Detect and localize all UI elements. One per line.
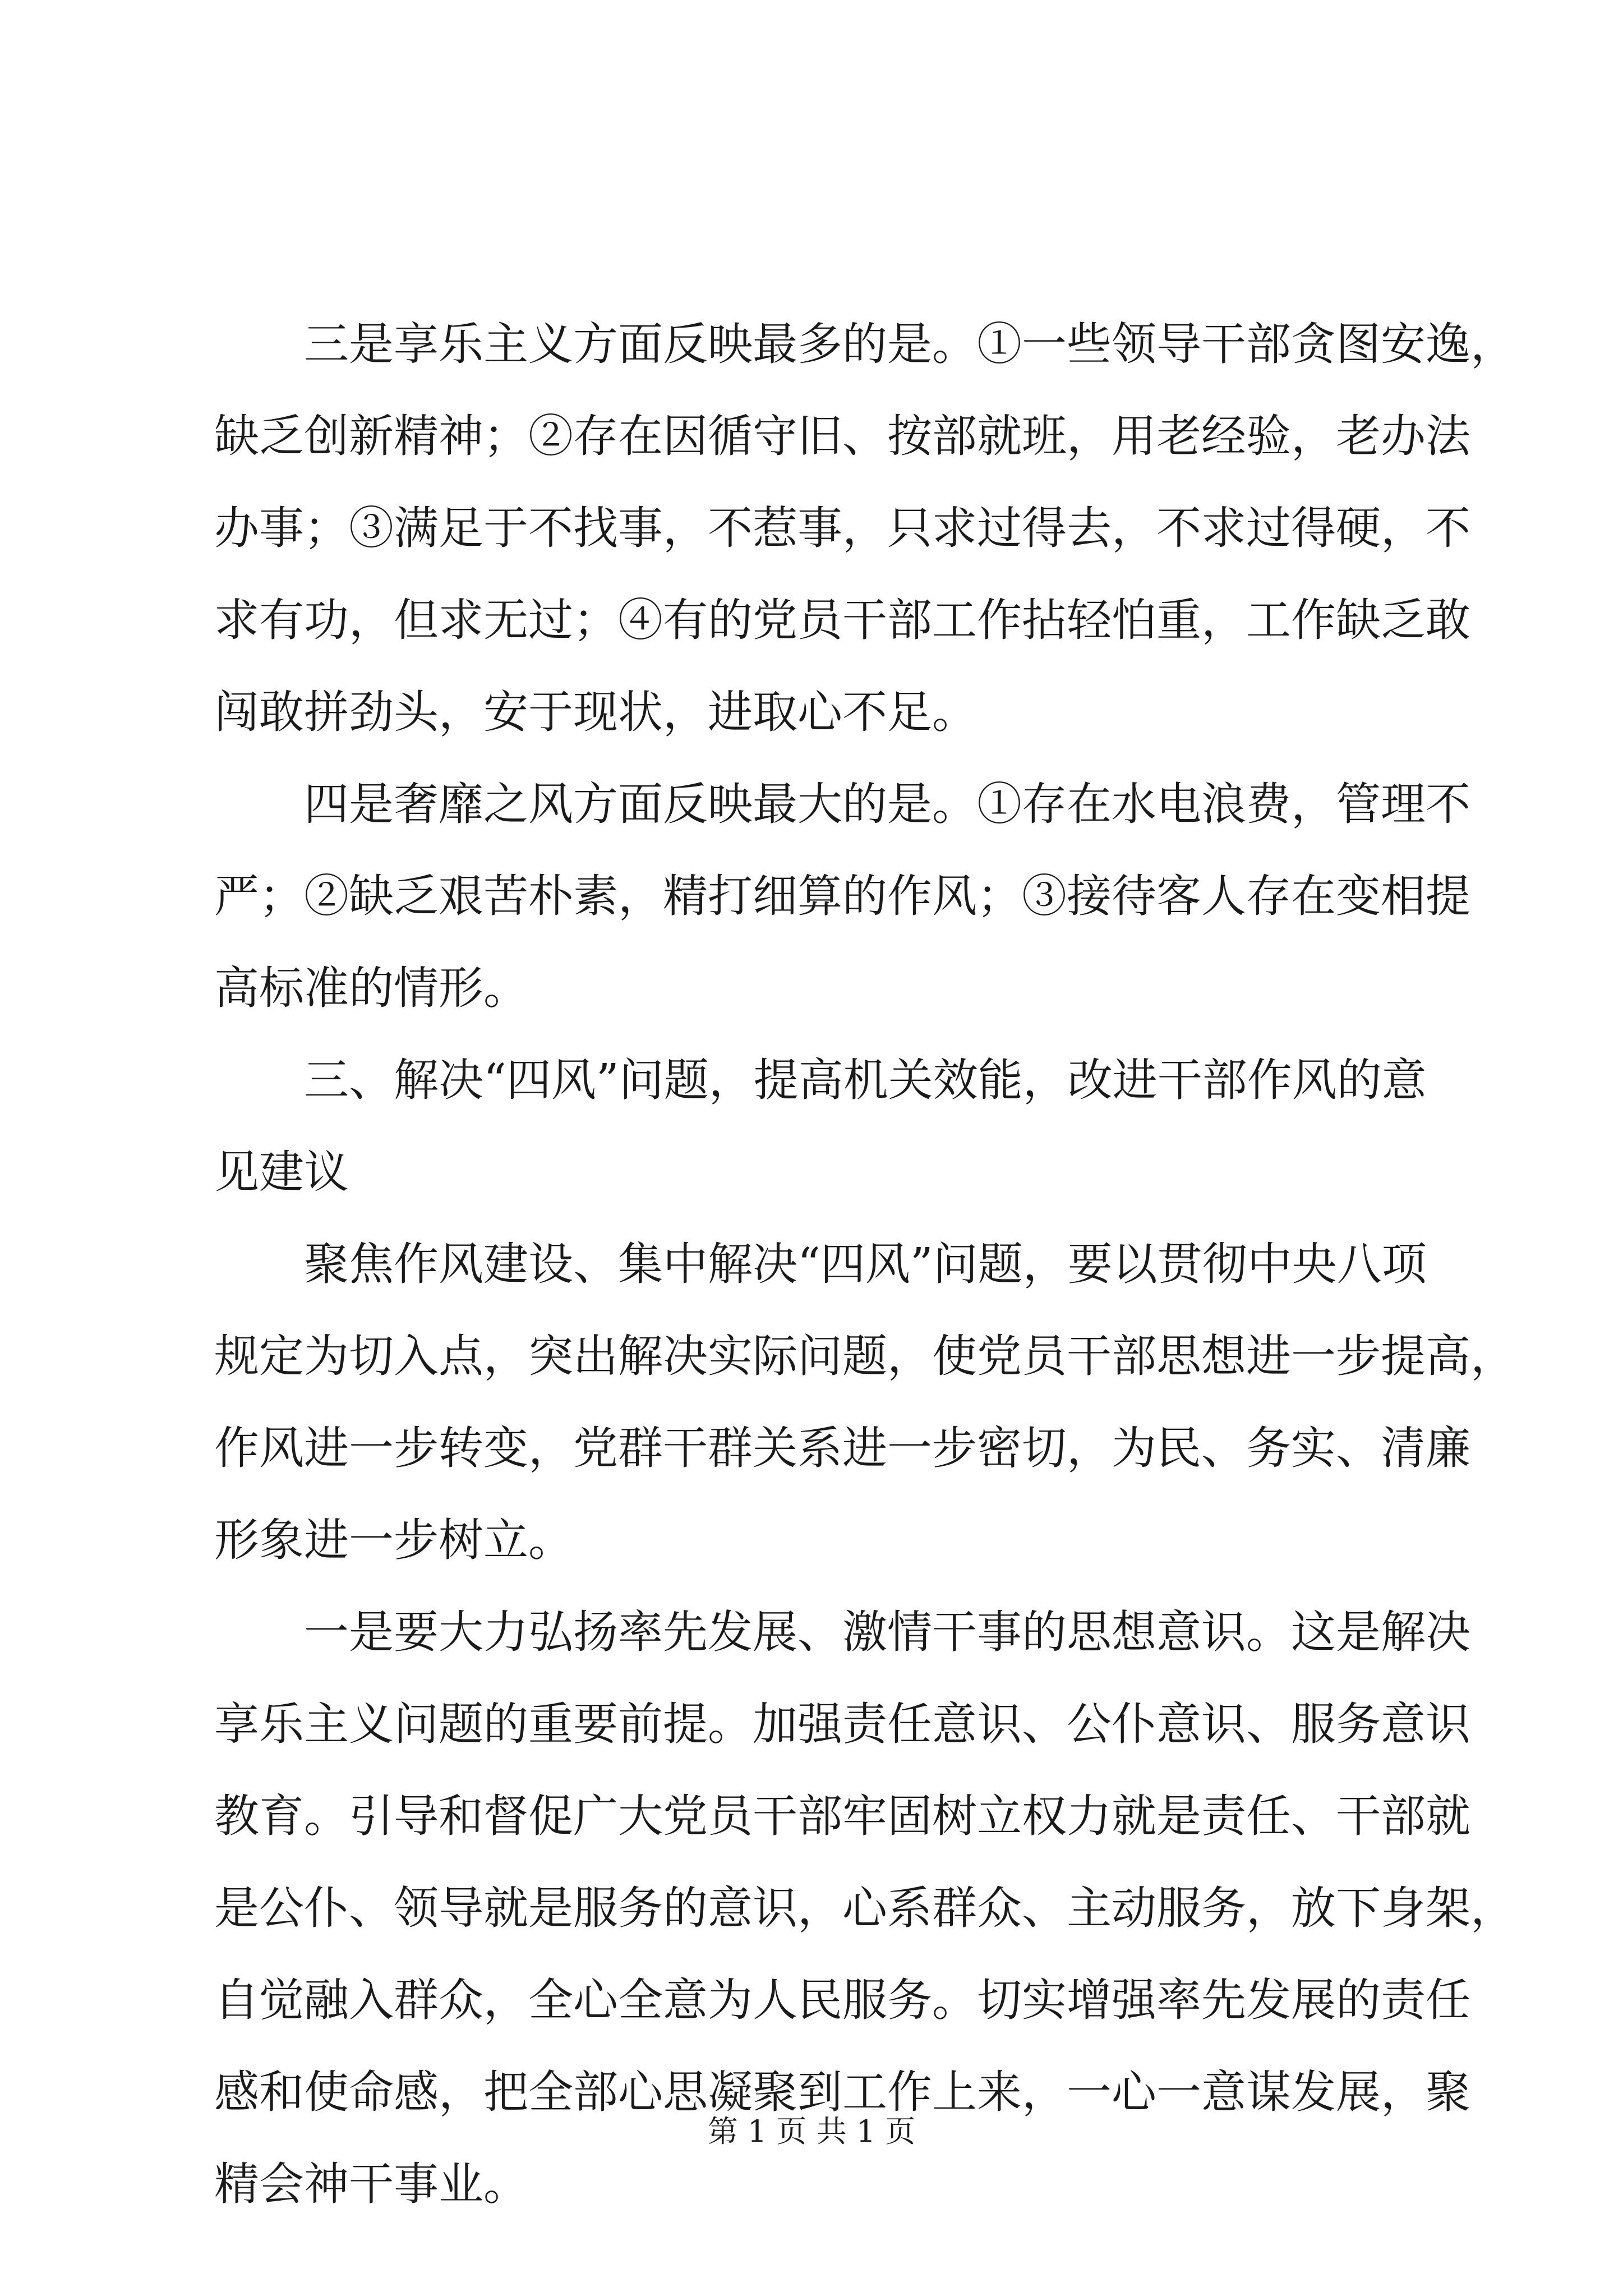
paragraph-extravagance [214,758,1470,1034]
text-line: 办事；③满足于不找事，不惹事，只求过得去，不求过得硬，不 [214,502,1470,554]
text-line: 缺乏创新精神；②存在因循守旧、按部就班，用老经验，老办法 [214,410,1470,462]
page-number-label: 第 1 页 共 1 页 [707,2114,916,2149]
text-line: 是公仆、领导就是服务的意识，心系群众、主动服务，放下身架， [214,1882,1515,1934]
text-line: 求有功，但求无过；④有的党员干部工作拈轻怕重，工作缺乏敢 [214,594,1470,646]
text-line: 闯敢拼劲头，安于现状，进取心不足。 [214,686,977,738]
text-line: 三是享乐主义方面反映最多的是。①一些领导干部贪图安逸， [304,318,1515,370]
text-line: 见建议 [214,1146,349,1198]
text-line: 精会神干事业。 [214,2158,528,2210]
text-line: 四是奢靡之风方面反映最大的是。①存在水电浪费，管理不 [304,778,1470,830]
paragraph-focus [214,1218,1515,1586]
text-line: 一是要大力弘扬率先发展、激情干事的思想意识。这是解决 [304,1606,1470,1658]
text-line: 聚焦作风建设、集中解决“四风”问题，要以贯彻中央八项 [304,1238,1427,1290]
page-footer [0,2109,1623,2154]
section-heading [214,1034,1426,1218]
document-body [214,298,1515,2230]
text-line: 作风进一步转变，党群干群关系进一步密切，为民、务实、清廉 [214,1422,1470,1474]
text-line: 感和使命感，把全部心思凝聚到工作上来，一心一意谋发展，聚 [214,2066,1470,2118]
text-line: 高标准的情形。 [214,962,528,1014]
text-line: 自觉融入群众，全心全意为人民服务。切实增强率先发展的责任 [214,1974,1470,2026]
text-line: 严；②缺乏艰苦朴素，精打细算的作风；③接待客人存在变相提 [214,870,1470,922]
text-line: 形象进一步树立。 [214,1514,573,1566]
paragraph-hedonism [214,298,1515,758]
text-line: 享乐主义问题的重要前提。加强责任意识、公仆意识、服务意识 [214,1698,1470,1750]
text-line: 三、解决“四风”问题，提高机关效能，改进干部作风的意 [304,1054,1427,1106]
text-line: 教育。引导和督促广大党员干部牢固树立权力就是责任、干部就 [214,1790,1470,1842]
text-line: 规定为切入点，突出解决实际问题，使党员干部思想进一步提高， [214,1330,1515,1382]
